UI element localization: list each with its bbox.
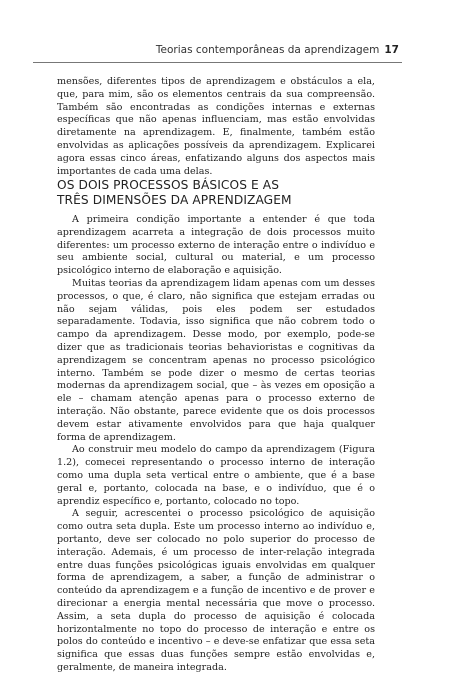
intro-text xyxy=(57,76,375,178)
section-body xyxy=(57,214,375,675)
body-paragraph: Ao construir meu modelo do campo da aprendizagem (Figura 1.2), comecei representando o processo interno de interação como uma dupla seta vertical entre o ambiente, que é a base geral e, portanto, colocada na base, e o indivíduo, que é o aprendiz específico e, portanto, colocado no topo. xyxy=(57,444,375,507)
section-heading xyxy=(57,178,387,207)
running-header xyxy=(33,44,399,57)
running-title: Teorias contemporâneas da aprendizagem xyxy=(155,44,380,56)
section-heading-line-1: OS DOIS PROCESSOS BÁSICOS E AS xyxy=(57,178,280,192)
intro-paragraph: mensões, diferentes tipos de aprendizagem e obstáculos a ela, que, para mim, são os elementos centrais da sua compreensão. Também são encontradas as condições internas e externas específicas que não apenas influenciam, mas estão envolvidas diretamente na aprendizagem. E, finalmente, também estão envolvidas as aplicações possíveis da aprendizagem. Explicarei agora essas cinco áreas, enfatizando alguns dos aspectos mais importantes de cada uma delas. xyxy=(57,76,375,177)
body-paragraph: Muitas teorias da aprendizagem lidam apenas com um desses processos, o que, é claro, não significa que estejam erradas ou não sejam válidas, pois eles podem ser estudados separadamente. Todavia, isso significa que não cobrem todo o campo da aprendizagem. Desse modo, por exemplo, pode-se dizer que as tradicionais teorias behavioristas e cognitivas da aprendizagem se concentram apenas no processo psicológico interno. Também se pode dizer o mesmo de certas teorias modernas da aprendizagem social, que – às vezes em oposição a ele – chamam atenção apenas para o processo externo de interação. Não obstante, parece evidente que os dois processos devem estar ativamente envolvidos para que haja qualquer forma de aprendizagem. xyxy=(57,277,375,443)
body-paragraph: A primeira condição importante a entender é que toda aprendizagem acarreta a integração de dois processos muito diferentes: um processo externo de interação entre o indivíduo e seu ambiente social, cultural ou material, e um processo psicológico interno de elaboração e aquisição. xyxy=(57,214,375,277)
header-rule xyxy=(33,62,402,63)
page-number: 17 xyxy=(384,44,399,56)
section-heading-line-2: TRÊS DIMENSÕES DA APRENDIZAGEM xyxy=(57,192,292,207)
body-paragraph: A seguir, acrescentei o processo psicológico de aquisição como outra seta dupla. Este um processo interno ao indivíduo e, portanto, deve ser colocado no polo superior do processo de interação. Ademais, é um processo de inter-relação integrada entre duas funções psicológicas iguais envolvidas em qualquer forma de aprendizagem, a saber, a função de administrar o conteúdo da aprendizagem e a função de incentivo e de prover e direcionar a energia mental necessária que move o processo. Assim, a seta dupla do processo de aquisição é colocada horizontalmente no topo do processo de interação e entre os polos do conteúdo e incentivo – e deve-se enfatizar que essa seta significa que essas duas funções sempre estão envolvidas e, geralmente, de maneira integrada. xyxy=(57,508,375,673)
